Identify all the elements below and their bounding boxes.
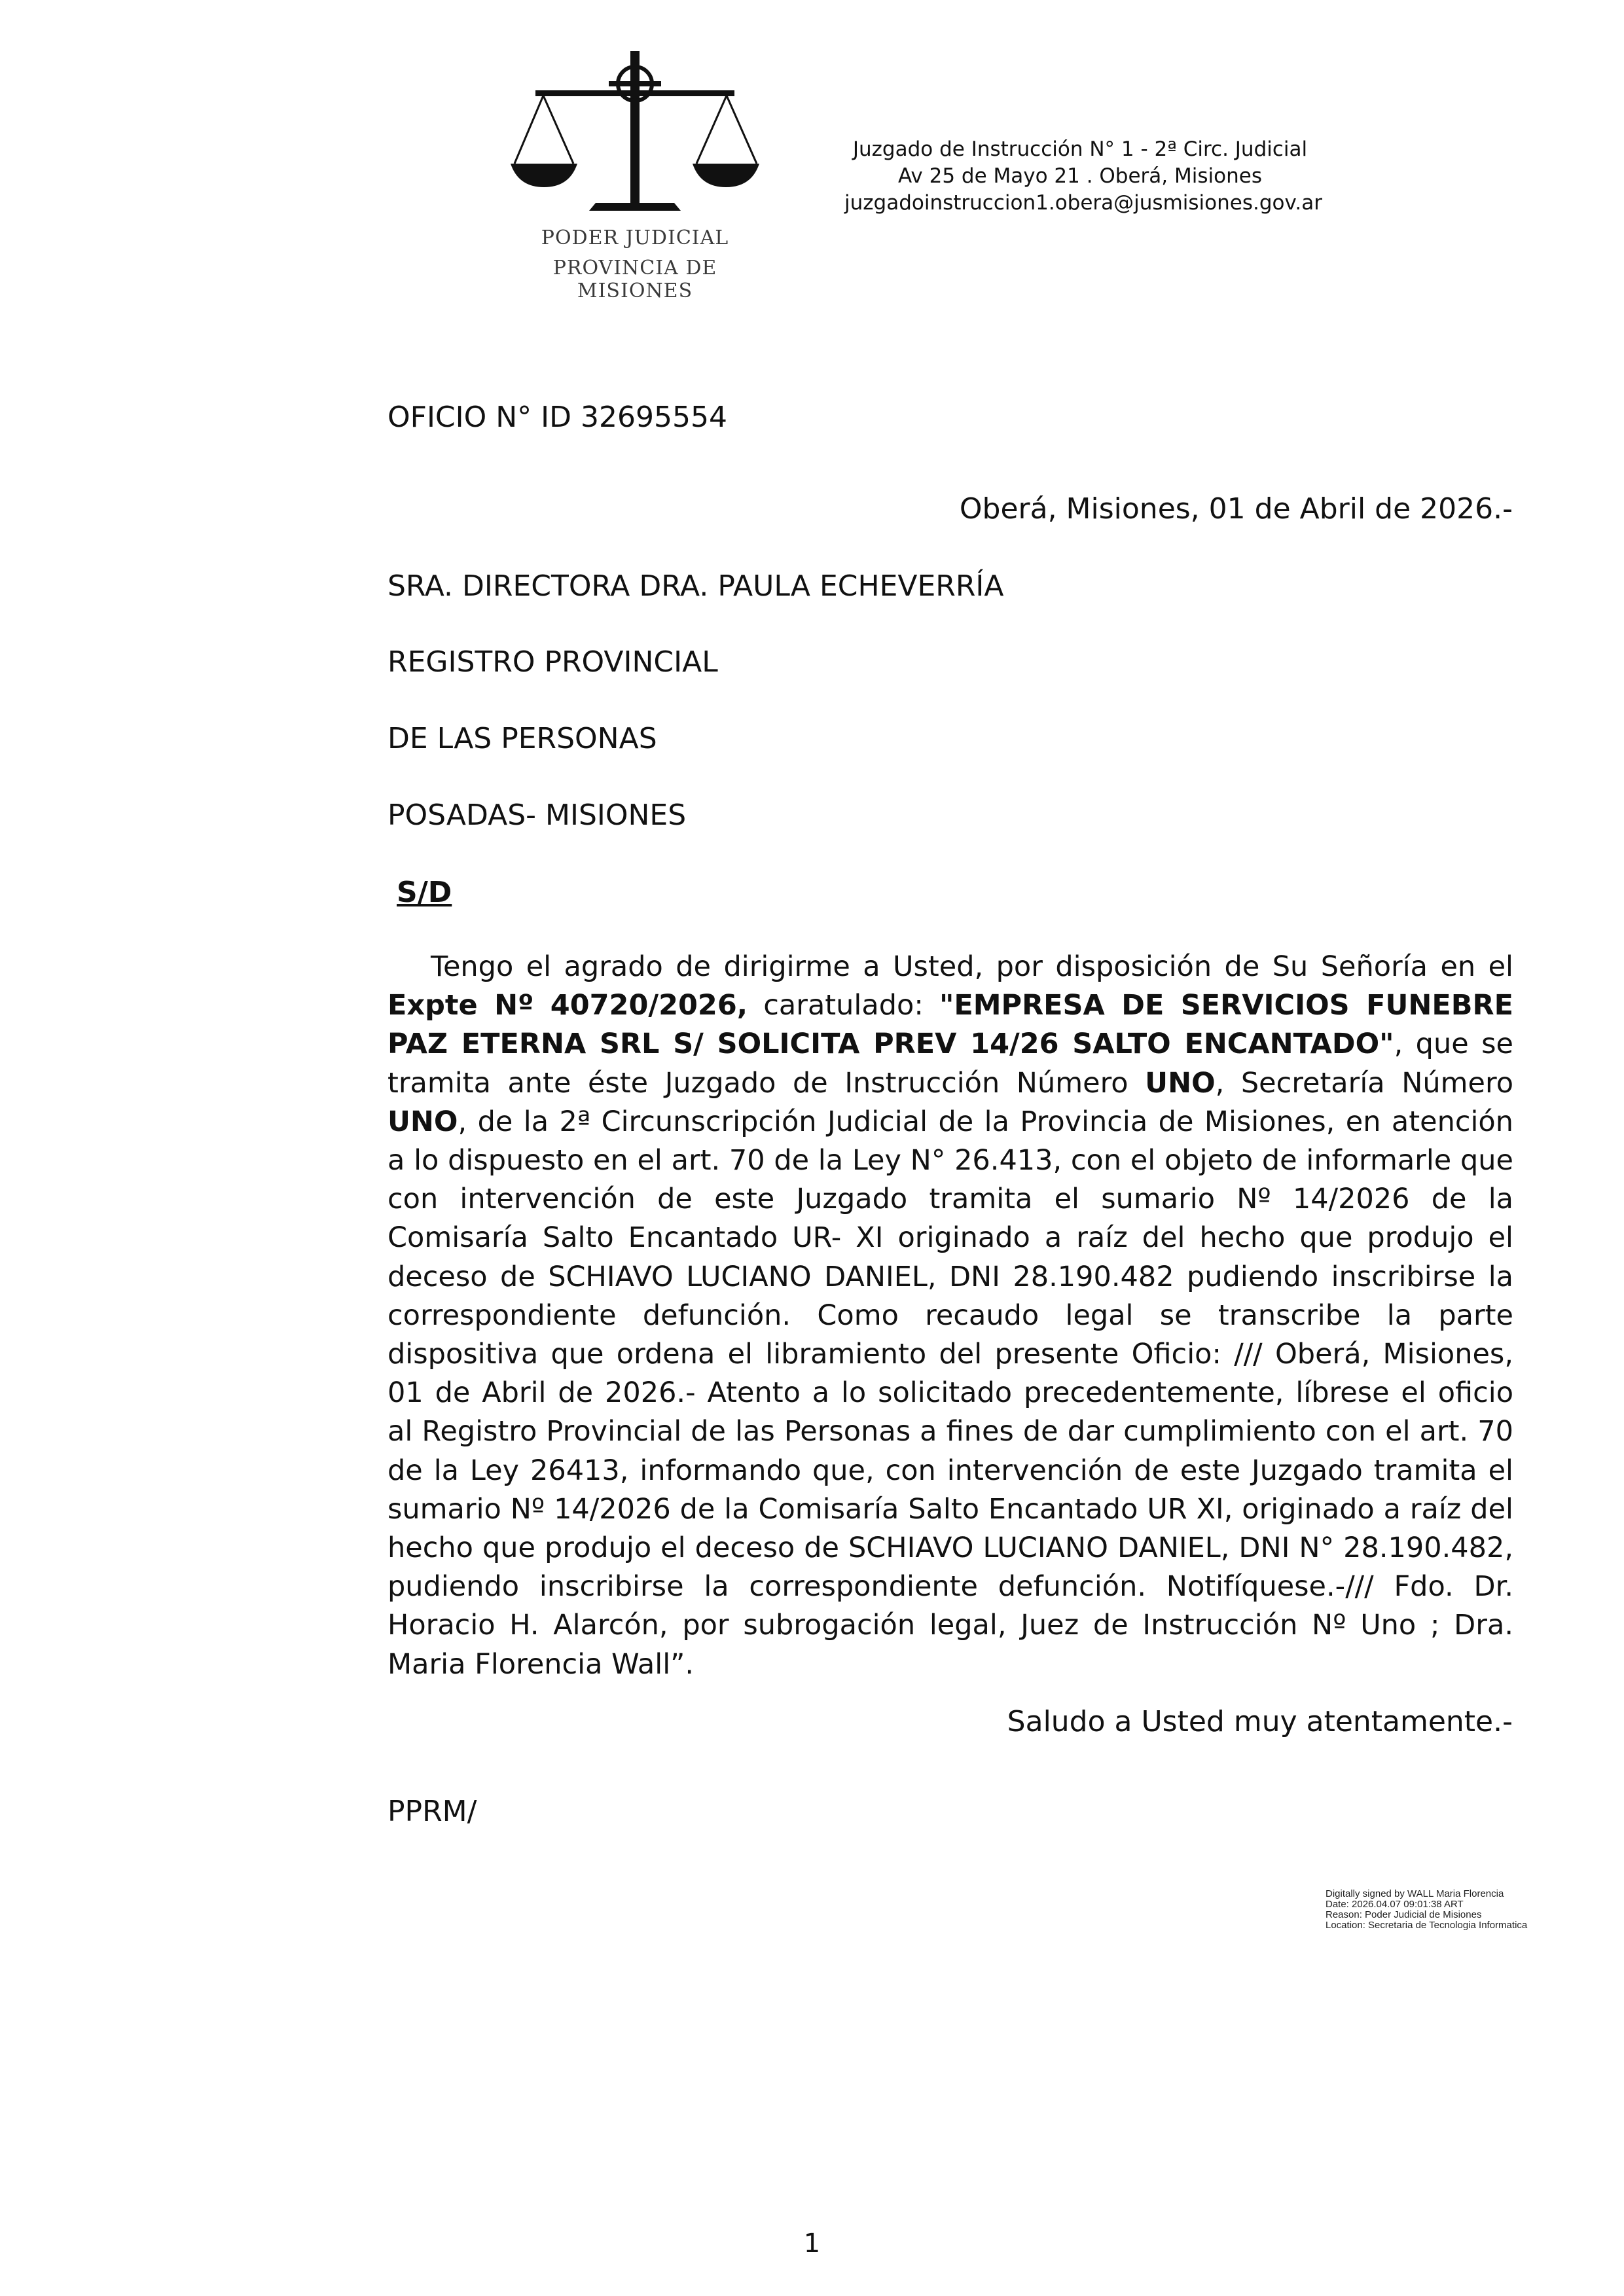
addressee-line-2: REGISTRO PROVINCIAL: [388, 645, 718, 679]
logo-line-1: PODER JUDICIAL: [541, 226, 729, 249]
sd-abbreviation: S/D: [397, 876, 452, 909]
body-text-2: caratulado:: [748, 989, 939, 1022]
signature-signer: Digitally signed by WALL Maria Florencia: [1326, 1888, 1504, 1899]
addressee-line-3: DE LAS PERSONAS: [388, 722, 657, 755]
addressee-line-1: SRA. DIRECTORA DRA. PAULA ECHEVERRÍA: [388, 569, 1004, 603]
secretaria-number: UNO: [388, 1105, 458, 1138]
signature-reason: Reason: Poder Judicial de Misiones: [1326, 1909, 1482, 1920]
body-text-5: , de la 2ª Circunscripción Judicial de la Provincia de Misiones, en atención a lo dispuesto en el art. 70 de la Ley N° 26.413, con el objeto de informarle que con intervención de este Juzgado tramita el sumario Nº 14/2026 de la Comisaría Salto Encantado UR- XI originado a raíz del hecho que produjo el deceso de SCHIAVO LUCIANO DANIEL, DNI 28.190.482 pudiendo inscribirse la correspondiente defunción. Como recaudo legal se transcribe la parte dispositiva que ordena el libramiento del presente Oficio: /// Oberá, Misiones, 01 de Abril de 2026.- Atento a lo solicitado precedentemente, líbrese el oficio al Registro Provincial de las Personas a fines de dar cumplimiento con el art. 70 de la Ley 26413, informando que, con intervención de este Juzgado tramita el sumario Nº 14/2026 de la Comisaría Salto Encantado UR XI, originado a raíz del hecho que produjo el deceso de SCHIAVO LUCIANO DANIEL, DNI N° 28.190.482, pudiendo inscribirse la correspondiente defunción. Notifíquese.-/// Fdo. Dr. Horacio H. Alarcón, por subrogación legal, Juez de Instrucción Nº Uno ; Dra. Maria Florencia Wall”.: [388, 1105, 1513, 1681]
scales-of-justice-icon: [497, 39, 772, 229]
addressee-line-4: POSADAS- MISIONES: [388, 798, 687, 832]
caratula: "EMPRESA DE SERVICIOS FUNEBRE PAZ ETERNA SRL S/ SOLICITA PREV 14/26 SALTO ENCANTADO": [388, 989, 1514, 1061]
court-header: [844, 136, 1323, 217]
body-text-3: , que se tramita ante éste Juzgado de Instrucción Número: [388, 1028, 1513, 1100]
court-email: juzgadoinstruccion1.obera@jusmisiones.gov.ar: [844, 191, 1323, 215]
body-paragraph: [388, 948, 1513, 1684]
logo-line-2: PROVINCIA DE MISIONES: [552, 257, 717, 302]
juzgado-number: UNO: [1145, 1066, 1216, 1100]
expediente-number: Expte Nº 40720/2026,: [388, 989, 748, 1022]
digital-signature: [1326, 1889, 1561, 1931]
initials: PPRM/: [388, 1795, 477, 1828]
body-text-4: , Secretaría Número: [1215, 1066, 1513, 1100]
signature-location: Location: Secretaria de Tecnologia Informatica: [1326, 1920, 1528, 1931]
court-logo: [497, 39, 792, 302]
date-line: Oberá, Misiones, 01 de Abril de 2026.-: [959, 492, 1513, 526]
court-name: Juzgado de Instrucción N° 1 - 2ª Circ. Judicial: [852, 137, 1308, 161]
body-text-1: Tengo el agrado de dirigirme a Usted, por disposición de Su Señoría en el: [431, 950, 1513, 983]
page-number: 1: [803, 2229, 821, 2259]
signature-date: Date: 2026.04.07 09:01:38 ART: [1326, 1899, 1464, 1910]
court-address: Av 25 de Mayo 21 . Oberá, Misiones: [898, 164, 1262, 188]
closing-greeting: Saludo a Usted muy atentamente.-: [1007, 1705, 1513, 1738]
oficio-number: OFICIO N° ID 32695554: [388, 401, 727, 434]
